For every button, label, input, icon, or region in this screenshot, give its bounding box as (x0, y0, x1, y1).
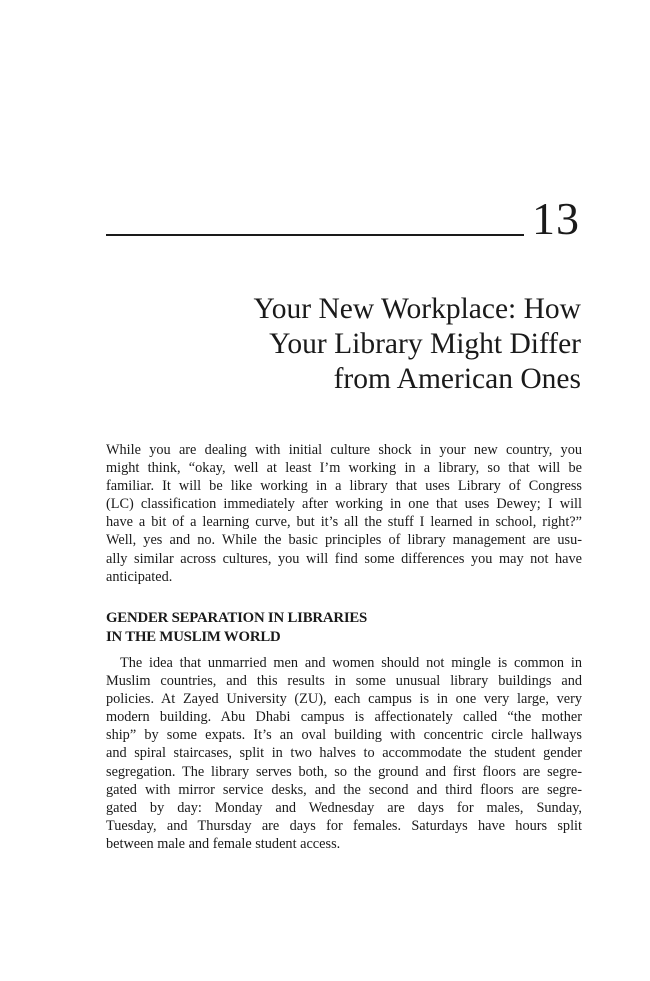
intro-paragraph (106, 441, 582, 586)
text-line: and spiral staircases, split in two halves to accommodate the student gender (106, 745, 582, 762)
section-heading (106, 609, 367, 646)
text-line: familiar. It will be like working in a library that uses Library of Congress (106, 478, 582, 495)
text-line: gated by day: Monday and Wednesday are days for males, Sunday, (106, 799, 582, 816)
chapter-number: 13 (532, 193, 580, 244)
text-line: (LC) classification immediately after working in one that uses Dewey; I will (106, 496, 582, 513)
text-line: might think, “okay, well at least I’m working in a library, so that will be (106, 460, 582, 477)
text-line: anticipated. (106, 568, 173, 585)
text-line: ally similar across cultures, you will find some differences you may not have (106, 550, 582, 567)
text-line: Muslim countries, and this results in some unusual library buildings and (106, 673, 582, 690)
text-line: modern building. Abu Dhabi campus is affectionately called “the mother (106, 709, 582, 726)
text-line: Well, yes and no. While the basic principles of library management are usu- (106, 532, 582, 549)
chapter-title-line: Your New Workplace: How (253, 293, 581, 325)
section-heading-line: IN THE MUSLIM WORLD (106, 628, 281, 645)
chapter-rule (106, 234, 524, 236)
chapter-title (161, 292, 581, 397)
text-line: have a bit of a learning curve, but it’s all the stuff I learned in school, right?” (106, 514, 582, 531)
text-line: policies. At Zayed University (ZU), each campus is in one very large, very (106, 691, 582, 708)
text-line: Tuesday, and Thursday are days for females. Saturdays have hours split (106, 817, 582, 834)
text-line: segregation. The library serves both, so the ground and first floors are segre- (106, 763, 582, 780)
section-paragraph (106, 654, 582, 853)
chapter-title-line: from American Ones (333, 363, 581, 395)
text-line: between male and female student access. (106, 835, 341, 852)
section-heading-line: GENDER SEPARATION IN LIBRARIES (106, 610, 368, 626)
text-line: The idea that unmarried men and women should not mingle is common in (120, 655, 582, 671)
text-line: gated with mirror service desks, and the second and third floors are segre- (106, 781, 582, 798)
chapter-title-line: Your Library Might Differ (269, 328, 581, 360)
text-line: ship” by some expats. It’s an oval building with concentric circle hallways (106, 727, 582, 744)
text-line: While you are dealing with initial culture shock in your new country, you (106, 442, 582, 458)
